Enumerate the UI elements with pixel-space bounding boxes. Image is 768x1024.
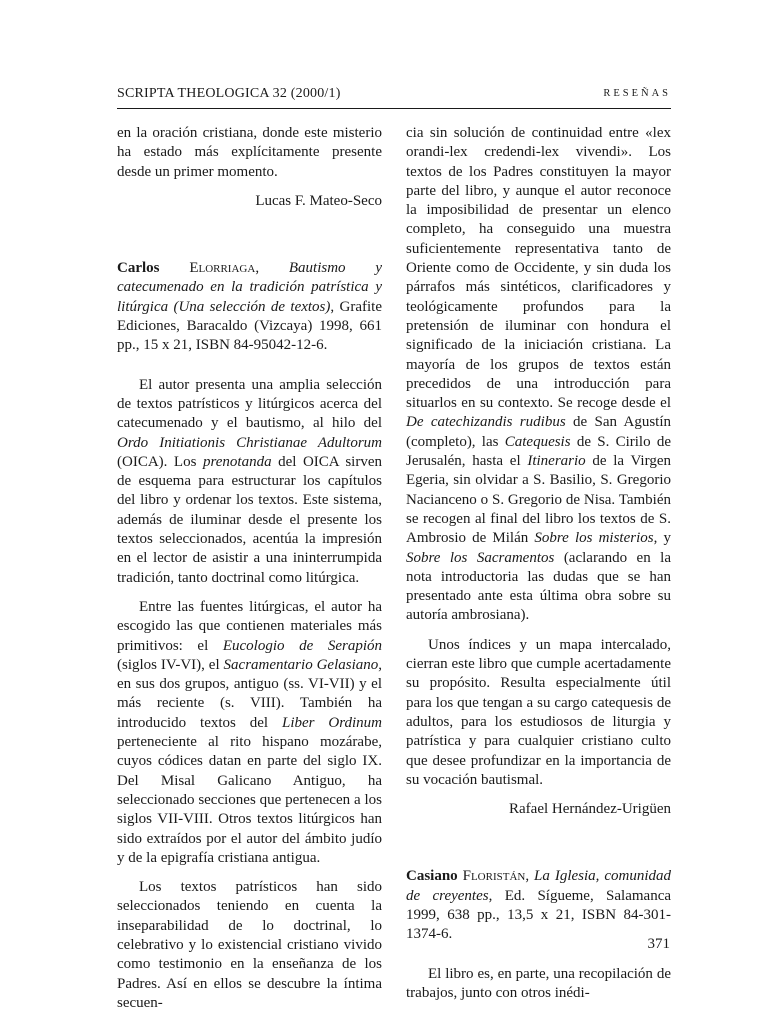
reviewer-signature: Rafael Hernández-Urigüen (509, 801, 671, 818)
text-run: de S. Cirilo de Jerusalén, hasta el (406, 433, 671, 470)
text-run: , y (653, 530, 671, 547)
journal-title: SCRIPTA THEOLOGICA 32 (2000/1) (117, 86, 341, 101)
text-run: de la Virgen Egeria, sin olvidar a S. Basilio, S. Gregorio Nacianceno o S. Gregorio de Nisa. También se recogen al final del libro los textos de S. Ambrosio de Milán (406, 453, 671, 547)
author-first-name: Carlos (117, 260, 160, 277)
reviewer-signature: Lucas F. Mateo-Seco (255, 192, 382, 209)
text-run: de San Agustín (completo), las (406, 414, 671, 450)
author-surname: Elorriaga (189, 260, 256, 277)
text-run: (siglos IV-VI), el (117, 656, 224, 673)
publication-details: , Ed. Sígueme, Salamanca 1999, 638 pp., 13,5 x 21, ISBN 84-301-1374-6. (406, 887, 672, 943)
review-paragraph (117, 598, 382, 868)
continued-paragraph: en la oración cristiana, donde este misterio ha estado más explícitamente presente desde un primer momento. (117, 125, 382, 180)
text-run: perteneciente al rito hispano mozárabe, cuyos códices datan en parte del siglo IX. Del Misal Galicano Antiguo, ha seleccionado secciones que pertenecen a los siglos VII-VIII. Otros textos litúrgicos han sido extraídos por el autor del ámbito judío y de la epigrafía cristiana antigua. (117, 734, 382, 866)
italic-run: Sacramentario Gelasiano (223, 656, 379, 673)
text-run: El autor presenta una amplia selección de textos patrísticos y litúrgicos acerca del catecumenado y el bautismo, al hilo del (117, 376, 382, 432)
review-paragraph (117, 376, 382, 588)
review-paragraph (406, 124, 671, 626)
italic-run: Sobre los misterios (534, 530, 654, 547)
italic-run: Catequesis (504, 433, 571, 450)
italic-run: Ordo Initiationis Christianae Adultorum (117, 434, 382, 451)
text-run: cia sin solución de continuidad entre «lex orandi-lex credendi-lex vivendi». Los textos de los Padres constituyen la mayor parte del libro, y aunque el autor reconoce la imposibilidad de presentar un elenco completo, ha conseguido una muestra suficientemente representativa tanto de Oriente como de Occidente, y sin duda los párrafos más sintéticos, clarificadores y teológicamente profundos para la pretensión de iluminar con hondura el significado de la iniciación cristiana. La mayoría de los grupos de textos están precedidos de una introducción para situarlos en su contexto. Se recoge desde el (406, 125, 671, 412)
publication-details: , Grafite Ediciones, Baracaldo (Vizcaya) 1998, 661 pp., 15 x 21, ISBN 84-95042-12-6. (117, 298, 382, 354)
italic-run: prenotanda (202, 453, 272, 470)
italic-run: Liber Ordinum (281, 714, 382, 731)
section-label: RESEÑAS (603, 88, 671, 99)
book-title: La Iglesia, comunidad de creyentes (406, 868, 671, 904)
author-surname: Floristán (462, 868, 526, 885)
review-citation: Casiano Floristán, La Iglesia, comunidad de creyentes, Ed. Sígueme, Salamanca 1999, 638 pp., 13,5 x 21, ISBN 84-301-1374-6. (406, 868, 672, 943)
review-paragraph: El libro es, en parte, una recopilación de trabajos, junto con otros inédi- (406, 965, 671, 1001)
italic-run: De catechizandis rudibus (406, 414, 566, 431)
text-run: , en sus dos grupos, antiguo (ss. VI-VII) y el más reciente (s. VIII). También ha introducido textos del (117, 656, 382, 731)
text-run: del OICA sirven de esquema para estructurar los capítulos del libro y ordenar los textos. Este sistema, además de iluminar desde el presente los textos seleccionados, acentúa la impresión en el lector de asistir a una ininterrumpida tradición, tanto doctrinal como litúrgica. (117, 453, 382, 586)
italic-run: Itinerario (527, 453, 586, 470)
review-citation: Carlos Elorriaga, Bautismo y catecumenado en la tradición patrística y litúrgica (Una selección de textos), Grafite Ediciones, Baracaldo (Vizcaya) 1998, 661 pp., 15 x 21, ISBN 84-95042-12-6. (117, 260, 383, 354)
review-paragraph: Los textos patrísticos han sido seleccionados teniendo en cuenta la inseparabilidad de lo doctrinal, lo celebrativo y lo existencial cristiano vivido como testimonio en la enseñanza de los Padres. Así en ellos se descubre la íntima secuen- (117, 879, 382, 1011)
running-header (117, 86, 671, 106)
text-run: (OICA). Los (117, 453, 203, 470)
italic-run: Sobre los Sacramentos (406, 549, 555, 566)
text-run: (aclarando en la nota introductoria las dudas que se han presentado ante esta última obra sobre su autoría ambrosiana). (406, 549, 671, 624)
italic-run: Eucologio de Serapión (222, 637, 382, 654)
book-title: Bautismo y catecumenado en la tradición patrística y litúrgica (Una selección de textos) (117, 260, 383, 315)
text-run: Entre las fuentes litúrgicas, el autor ha escogido las que contienen materiales más primitivos: el (117, 598, 382, 654)
page-number: 371 (647, 936, 670, 952)
author-first-name: Casiano (406, 868, 458, 885)
review-paragraph: Unos índices y un mapa intercalado, cierran este libro que cumple acertadamente su propósito. Resulta especialmente útil para los que tengan a su cargo catequesis de adultos, para los estudiosos de liturgia y patrística y para cualquier cristiano culto que desee profundizar en la importancia de su vocación bautismal. (406, 636, 671, 788)
right-column (406, 124, 671, 1003)
header-rule (117, 108, 671, 109)
left-column (117, 124, 382, 1013)
